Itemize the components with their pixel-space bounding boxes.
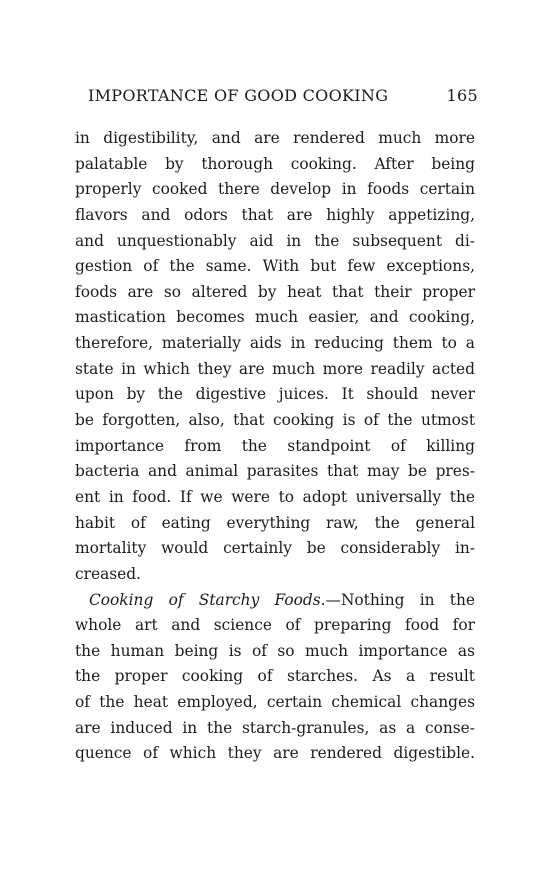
text-line: bacteria and animal parasites that may be pres-: [75, 462, 475, 481]
text-line: [75, 588, 475, 614]
text-line: quence of which they are rendered digestible.: [75, 744, 475, 763]
text-line: the human being is of so much importance as: [75, 641, 475, 660]
text-line: upon by the digestive juices. It should never: [75, 385, 475, 404]
body-text: [75, 126, 475, 767]
section-heading: Cooking of Starchy Foods.: [89, 590, 326, 609]
text-line: in digestibility, and are rendered much more: [75, 129, 475, 147]
text-line: properly cooked there develop in foods certain: [75, 180, 475, 199]
text-line: importance from the standpoint of killing: [75, 436, 475, 455]
text-line: therefore, materially aids in reducing them to a: [75, 334, 475, 353]
text-line: state in which they are much more readily acted: [75, 359, 475, 378]
text-line: gestion of the same. With but few exceptions,: [75, 257, 475, 276]
text-line: flavors and odors that are highly appetizing,: [75, 205, 475, 224]
text-line: are induced in the starch-granules, as a conse-: [75, 718, 475, 737]
text-line: mortality would certainly be considerably in-: [75, 539, 475, 558]
text-line: mastication becomes much easier, and cooking,: [75, 308, 475, 327]
running-head-title: IMPORTANCE OF GOOD COOKING: [88, 86, 389, 105]
text-line: creased.: [75, 564, 142, 583]
text-line: foods are so altered by heat that their proper: [75, 282, 475, 301]
running-head: [88, 86, 478, 110]
paragraph-1: [75, 126, 475, 588]
text-line: whole art and science of preparing food for: [75, 616, 475, 635]
paragraph-2: [75, 588, 475, 767]
text-line: palatable by thorough cooking. After being: [75, 154, 475, 173]
page-number: 165: [446, 86, 478, 105]
text-line: of the heat employed, certain chemical changes: [75, 693, 475, 712]
text-line: the proper cooking of starches. As a result: [75, 667, 475, 686]
text-line: habit of eating everything raw, the general: [75, 513, 475, 532]
text-line: and unquestionably aid in the subsequent di-: [75, 231, 475, 250]
heading-continuation: —Nothing in the: [325, 590, 475, 609]
text-line: be forgotten, also, that cooking is of the utmost: [75, 411, 475, 430]
text-line: ent in food. If we were to adopt universally the: [75, 487, 475, 506]
